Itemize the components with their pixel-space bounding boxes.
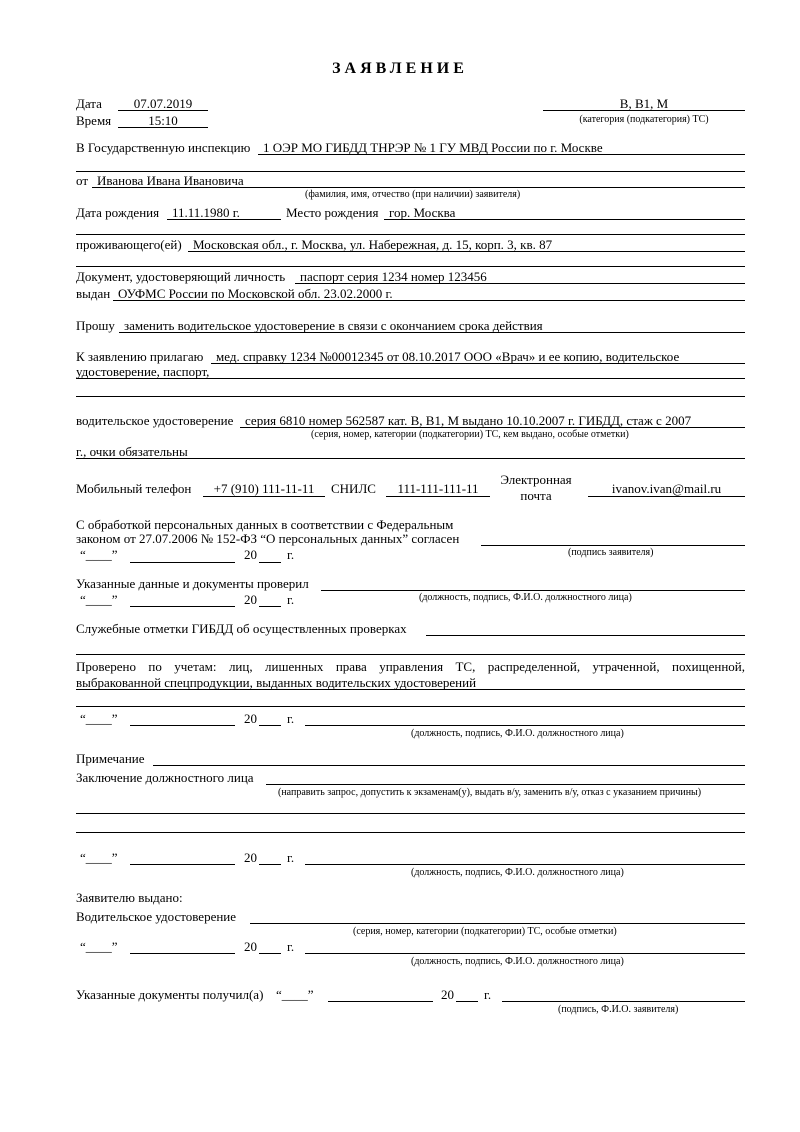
service-line bbox=[426, 635, 745, 636]
checked-day[interactable]: “____” bbox=[80, 592, 118, 607]
inspection-label: В Государственную инспекцию bbox=[76, 140, 251, 155]
consent-year-line bbox=[259, 562, 281, 563]
license-line-2 bbox=[76, 458, 745, 459]
email-line bbox=[588, 496, 745, 497]
snils-label: СНИЛС bbox=[331, 481, 376, 496]
issued-to-label: Заявителю выдано: bbox=[76, 890, 183, 905]
license-label: водительское удостоверение bbox=[76, 413, 234, 428]
received-year-prefix: 20 bbox=[441, 987, 454, 1002]
issued-year-suffix: г. bbox=[287, 939, 295, 954]
conclusion-label: Заключение должностного лица bbox=[76, 770, 254, 785]
received-day[interactable]: “____” bbox=[276, 987, 314, 1002]
verified-year-line bbox=[259, 725, 281, 726]
email-value[interactable]: ivanov.ivan@mail.ru bbox=[611, 481, 722, 496]
conclusion-official-caption: (должность, подпись, Ф.И.О. должностного лица) bbox=[411, 867, 624, 878]
consent-signature-caption: (подпись заявителя) bbox=[568, 547, 654, 558]
note-line bbox=[153, 765, 745, 766]
issued-label: выдан bbox=[76, 286, 111, 301]
id-doc-value[interactable]: паспорт серия 1234 номер 123456 bbox=[300, 269, 487, 284]
phone-line bbox=[203, 496, 325, 497]
received-signature-line bbox=[502, 1001, 745, 1002]
inspection-line-2 bbox=[76, 171, 745, 172]
conclusion-year-prefix: 20 bbox=[244, 850, 257, 865]
time-line bbox=[118, 127, 208, 128]
email-label-2: почта bbox=[520, 488, 552, 503]
from-label: от bbox=[76, 173, 89, 188]
id-doc-label: Документ, удостоверяющий личность bbox=[76, 269, 286, 284]
checked-year-line bbox=[259, 606, 281, 607]
time-label: Время bbox=[76, 113, 112, 128]
consent-text-2: законом от 27.07.2006 № 152-ФЗ “О персональных данных” согласен bbox=[76, 531, 460, 546]
request-label: Прошу bbox=[76, 318, 115, 333]
license-value-2[interactable]: г., очки обязательны bbox=[76, 444, 188, 459]
conclusion-month-line bbox=[130, 864, 235, 865]
conclusion-year-suffix: г. bbox=[287, 850, 295, 865]
attach-line-3 bbox=[76, 396, 745, 397]
verified-caption: (должность, подпись, Ф.И.О. должностного лица) bbox=[411, 728, 624, 739]
date-label: Дата bbox=[76, 96, 102, 111]
checked-year-prefix: 20 bbox=[244, 592, 257, 607]
attach-value-2[interactable]: удостоверение, паспорт, bbox=[76, 364, 210, 379]
request-value[interactable]: заменить водительское удостоверение в связи с окончанием срока действия bbox=[124, 318, 543, 333]
residence-label: проживающего(ей) bbox=[76, 237, 182, 252]
id-doc-line bbox=[295, 283, 745, 284]
inspection-value[interactable]: 1 ОЭР МО ГИБДД ТНРЭР № 1 ГУ МВД России по г. Москве bbox=[263, 140, 603, 155]
license-value[interactable]: серия 6810 номер 562587 кат. B, B1, M выдано 10.10.2007 г. ГИБДД, стаж с 2007 bbox=[245, 413, 692, 428]
license-caption: (серия, номер, категории (подкатегории) ТС, кем выдано, особые отметки) bbox=[311, 429, 629, 440]
residence-line bbox=[188, 251, 745, 252]
phone-value[interactable]: +7 (910) 111-11-11 bbox=[213, 481, 315, 496]
verified-text-2: выбракованной спецпродукции, выданных водительских удостоверений bbox=[76, 675, 477, 690]
from-caption: (фамилия, имя, отчество (при наличии) заявителя) bbox=[305, 189, 521, 200]
verified-line-1 bbox=[76, 689, 745, 690]
birth-line-2 bbox=[76, 234, 745, 235]
time-value[interactable]: 15:10 bbox=[148, 113, 178, 128]
birth-date-line bbox=[167, 219, 281, 220]
residence-value[interactable]: Московская обл., г. Москва, ул. Набережная, д. 15, корп. 3, кв. 87 bbox=[193, 237, 553, 252]
category-caption: (категория (подкатегория) ТС) bbox=[579, 114, 709, 125]
attach-line-2 bbox=[76, 378, 745, 379]
snils-value[interactable]: 111-111-111-11 bbox=[397, 481, 479, 496]
category-line bbox=[543, 110, 745, 111]
consent-day[interactable]: “____” bbox=[80, 547, 118, 562]
verified-official-line bbox=[305, 725, 745, 726]
service-label: Служебные отметки ГИБДД об осуществленных проверках bbox=[76, 621, 407, 636]
birth-date-label: Дата рождения bbox=[76, 205, 160, 220]
conclusion-line-3 bbox=[76, 832, 745, 833]
received-month-line bbox=[328, 1001, 433, 1002]
received-label: Указанные документы получил(а) bbox=[76, 987, 264, 1002]
issued-month-line bbox=[130, 953, 235, 954]
consent-year-suffix: г. bbox=[287, 547, 295, 562]
checked-label: Указанные данные и документы проверил bbox=[76, 576, 309, 591]
birth-place-value[interactable]: гор. Москва bbox=[389, 205, 456, 220]
consent-month-line bbox=[130, 562, 235, 563]
received-caption: (подпись, Ф.И.О. заявителя) bbox=[558, 1004, 679, 1015]
verified-month-line bbox=[130, 725, 235, 726]
from-line bbox=[92, 187, 745, 188]
verified-year-prefix: 20 bbox=[244, 711, 257, 726]
conclusion-line-2 bbox=[76, 813, 745, 814]
issued-official-line bbox=[305, 953, 745, 954]
conclusion-line bbox=[266, 784, 745, 785]
consent-year-prefix: 20 bbox=[244, 547, 257, 562]
date-line bbox=[118, 110, 208, 111]
issued-value[interactable]: ОУФМС России по Московской обл. 23.02.2000 г. bbox=[118, 286, 393, 301]
note-label: Примечание bbox=[76, 751, 145, 766]
from-value[interactable]: Иванова Ивана Ивановича bbox=[97, 173, 244, 188]
license-issued-caption: (серия, номер, категории (подкатегории) ТС, особые отметки) bbox=[353, 926, 617, 937]
date-value[interactable]: 07.07.2019 bbox=[133, 96, 193, 111]
attach-label: К заявлению прилагаю bbox=[76, 349, 204, 364]
verified-line-2 bbox=[76, 706, 745, 707]
issued-day[interactable]: “____” bbox=[80, 939, 118, 954]
consent-signature-line bbox=[481, 545, 745, 546]
document-title: ЗАЯВЛЕНИЕ bbox=[332, 60, 468, 77]
license-issued-line bbox=[250, 923, 745, 924]
service-line-2 bbox=[76, 654, 745, 655]
license-line bbox=[240, 427, 745, 428]
license-issued-label: Водительское удостоверение bbox=[76, 909, 237, 924]
issued-year-prefix: 20 bbox=[244, 939, 257, 954]
attach-value-1[interactable]: мед. справку 1234 №00012345 от 08.10.2017 ООО «Врач» и ее копию, водительское bbox=[216, 349, 680, 364]
issued-line bbox=[113, 300, 745, 301]
snils-line bbox=[386, 496, 490, 497]
conclusion-day[interactable]: “____” bbox=[80, 850, 118, 865]
verified-text-1: Проверено по учетам: лиц, лишенных права управления ТС, распределенной, утраченной, похищенной, bbox=[76, 659, 745, 674]
inspection-line bbox=[258, 154, 745, 155]
issued-official-caption: (должность, подпись, Ф.И.О. должностного лица) bbox=[411, 956, 624, 967]
checked-line bbox=[321, 590, 745, 591]
checked-month-line bbox=[130, 606, 235, 607]
received-year-line bbox=[456, 1001, 478, 1002]
consent-text-1: С обработкой персональных данных в соответствии с Федеральным bbox=[76, 517, 454, 532]
phone-label: Мобильный телефон bbox=[76, 481, 192, 496]
checked-caption: (должность, подпись, Ф.И.О. должностного лица) bbox=[419, 592, 632, 603]
issued-year-line bbox=[259, 953, 281, 954]
verified-day[interactable]: “____” bbox=[80, 711, 118, 726]
checked-year-suffix: г. bbox=[287, 592, 295, 607]
birth-date-value[interactable]: 11.11.1980 г. bbox=[172, 205, 240, 220]
received-year-suffix: г. bbox=[484, 987, 492, 1002]
conclusion-official-line bbox=[305, 864, 745, 865]
email-label-1: Электронная bbox=[500, 472, 572, 487]
conclusion-caption: (направить запрос, допустить к экзаменам(у), выдать в/у, заменить в/у, отказ с указанием причины) bbox=[278, 787, 702, 798]
conclusion-year-line bbox=[259, 864, 281, 865]
birth-place-label: Место рождения bbox=[286, 205, 379, 220]
attach-line-1 bbox=[211, 363, 745, 364]
request-line bbox=[119, 332, 745, 333]
residence-line-2 bbox=[76, 266, 745, 267]
verified-year-suffix: г. bbox=[287, 711, 295, 726]
category-value[interactable]: B, B1, M bbox=[619, 96, 669, 111]
birth-place-line bbox=[384, 219, 745, 220]
